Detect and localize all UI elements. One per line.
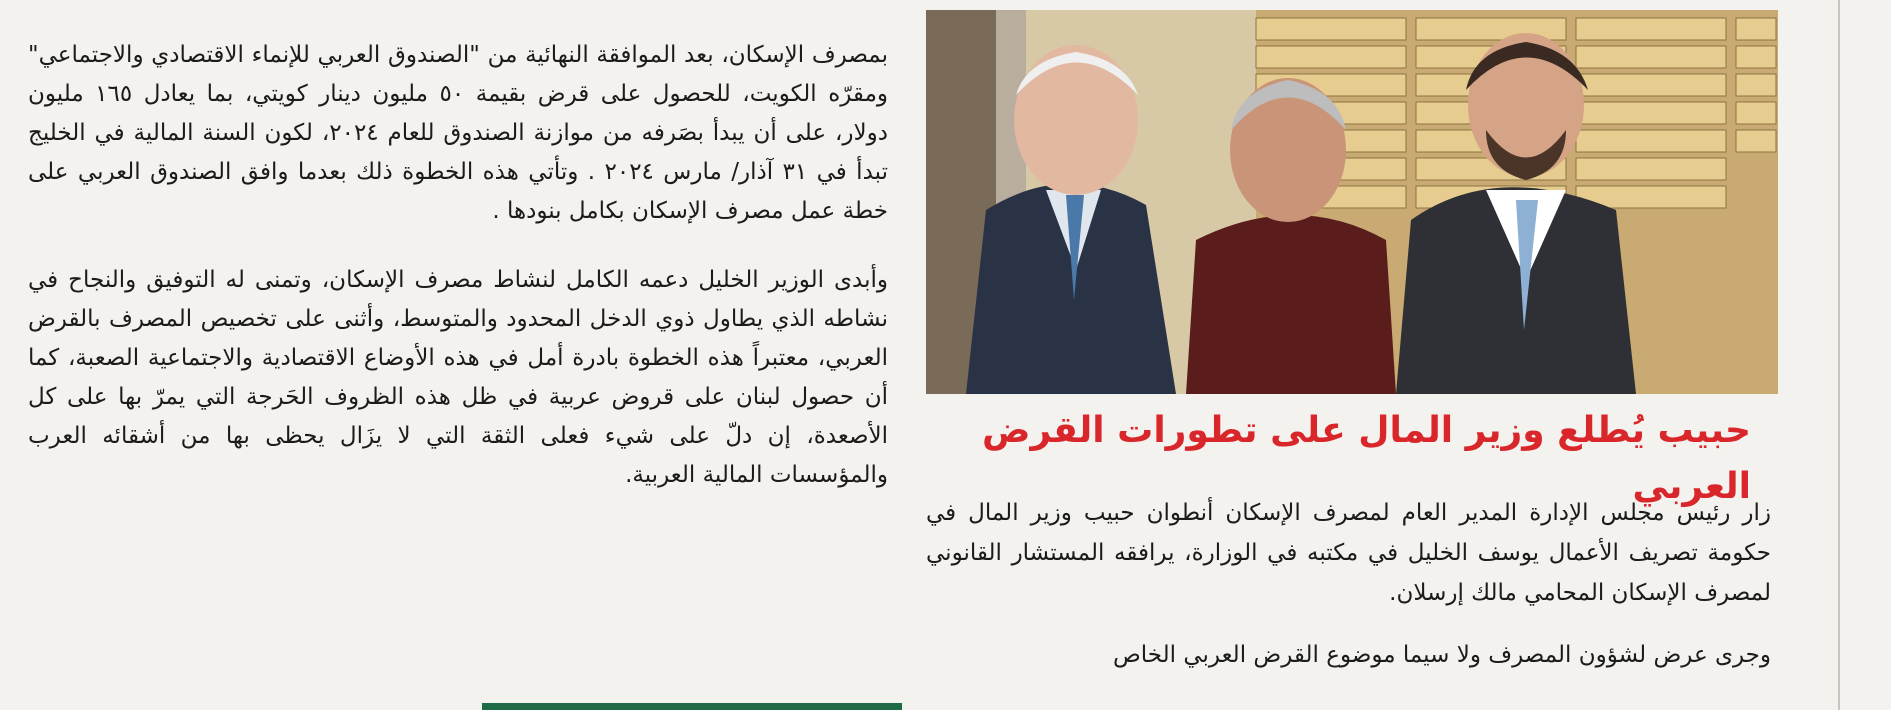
page-edge-line [1838, 0, 1840, 710]
photo-illustration [926, 10, 1778, 394]
right-paragraph-1: زار رئيس مجلس الإدارة المدير العام لمصرف الإسكان أنطوان حبيب وزير المال في حكومة تصريف الأعمال يوسف الخليل في مكتبه في الوزارة، يرافقه المستشار القانوني لمصرف الإسكان المحامي مالك إرسلان. [926, 500, 1771, 606]
left-text-column [28, 36, 888, 495]
left-paragraph-1: بمصرف الإسكان، بعد الموافقة النهائية من "الصندوق العربي للإنماء الاقتصادي والاجتماعي" ومقرّه الكويت، للحصول على قرض بقيمة ٥٠ مليون دينار كويتي، بما يعادل ١٦٥ مليون دولار، على أن يبدأ بصَرفه من موازنة الصندوق للعام ٢٠٢٤، لكون السنة المالية في الخليج تبدأ في ٣١ آذار/ مارس ٢٠٢٤ . وتأتي هذه الخطوة ذلك بعدما وافق الصندوق العربي على خطة عمل مصرف الإسكان بكامل بنودها . [28, 42, 888, 224]
right-paragraph-2: وجرى عرض لشؤون المصرف ولا سيما موضوع القرض العربي الخاص [1112, 642, 1771, 668]
right-text-column [926, 493, 1771, 675]
bottom-green-rule [482, 703, 902, 710]
left-paragraph-2: وأبدى الوزير الخليل دعمه الكامل لنشاط مصرف الإسكان، وتمنى له التوفيق والنجاح في نشاطه الذي يطاول ذوي الدخل المحدود والمتوسط، وأثنى على تخصيص المصرف بالقرض العربي، معتبراً هذه الخطوة بادرة أمل في هذه الأوضاع الاقتصادية والاجتماعية الصعبة، كما أن حصول لبنان على قروض عربية في ظل هذه الظروف الحَرجة التي يمرّ بها على كل الأصعدة، إن دلّ على شيء فعلى الثقة التي لا يزَال يحظى بها من أشقائه العرب والمؤسسات المالية العربية. [28, 267, 888, 488]
article-photo [926, 10, 1778, 394]
article-headline: حبيب يُطلع وزير المال على تطورات القرض العربي [982, 410, 1751, 507]
